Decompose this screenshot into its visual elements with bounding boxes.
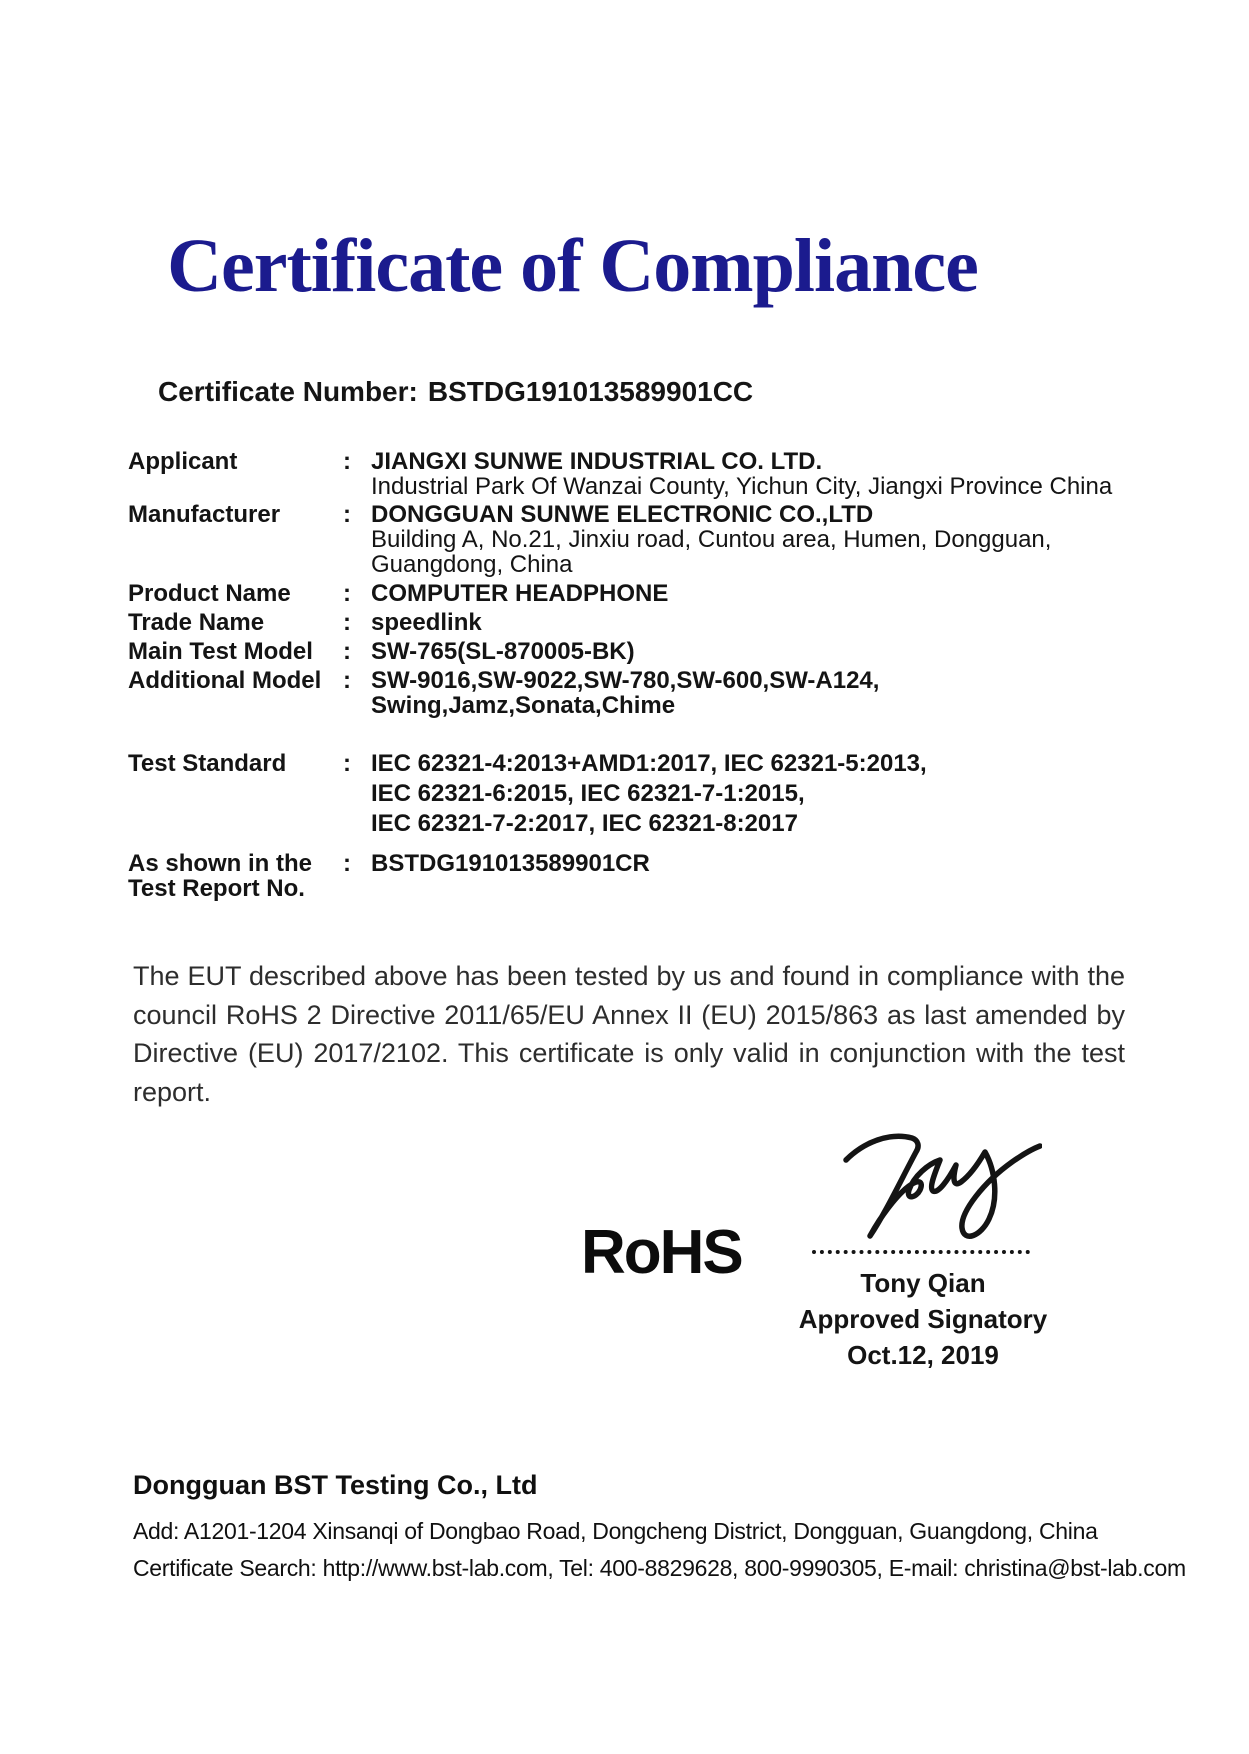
certificate-number-line (158, 376, 753, 408)
field-label: Main Test Model (128, 638, 313, 665)
field-applicant (128, 449, 1138, 499)
field-colon: : (343, 750, 351, 777)
page-title: Certificate of Compliance (167, 224, 978, 308)
signatory-date: Oct.12, 2019 (847, 1340, 999, 1370)
field-trade-name (128, 610, 1138, 635)
test-standard-line-1: IEC 62321-4:2013+AMD1:2017, IEC 62321-5:2013, (371, 750, 927, 777)
lab-address: Add: A1201-1204 Xinsanqi of Dongbao Road, Dongcheng District, Dongguan, Guangdong, China (133, 1518, 1098, 1544)
field-colon: : (343, 448, 351, 475)
test-standard-line-3: IEC 62321-7-2:2017, IEC 62321-8:2017 (371, 810, 798, 837)
lab-contact-line: Certificate Search: http://www.bst-lab.com, Tel: 400-8829628, 800-9990305, E-mail: christina@bst-lab.com (133, 1555, 1186, 1581)
field-test-standard (128, 749, 1138, 839)
field-additional-model (128, 668, 1138, 718)
signatory-name: Tony Qian (860, 1268, 986, 1298)
trade-name-value: speedlink (371, 609, 482, 636)
signature-line (812, 1228, 1030, 1254)
field-colon: : (343, 638, 351, 665)
field-product-name (128, 581, 1138, 606)
test-report-label-1: As shown in the (128, 850, 313, 877)
lab-company-name: Dongguan BST Testing Co., Ltd (133, 1470, 538, 1500)
additional-model-line-1: SW-9016,SW-9022,SW-780,SW-600,SW-A124, (371, 667, 880, 694)
test-report-label-2: Test Report No. (128, 875, 305, 902)
signatory-block (778, 1270, 1068, 1378)
field-label: Additional Model (128, 667, 322, 694)
certificate-number-label: Certificate Number: (158, 376, 418, 407)
rohs-logo: RoHS (581, 1218, 742, 1287)
manufacturer-name: DONGGUAN SUNWE ELECTRONIC CO.,LTD (371, 501, 874, 528)
field-colon: : (343, 667, 351, 694)
field-label: Manufacturer (128, 501, 281, 528)
field-label: Test Standard (128, 750, 287, 777)
main-test-model-value: SW-765(SL-870005-BK) (371, 638, 635, 665)
field-label: Trade Name (128, 609, 265, 636)
applicant-address: Industrial Park Of Wanzai County, Yichun City, Jiangxi Province China (371, 473, 1113, 500)
field-label: Product Name (128, 580, 291, 607)
manufacturer-address-2: Guangdong, China (371, 551, 573, 578)
field-colon: : (343, 580, 351, 607)
field-colon: : (343, 850, 351, 877)
compliance-statement: The EUT described above has been tested by us and found in compliance with the council RoHS 2 Directive 2011/65/EU Annex II (EU) 2015/863 as last amended by Directive (EU) 2017/2102. This certificate is only valid in conjunction with the test report. (133, 961, 1125, 1107)
test-standard-line-2: IEC 62321-6:2015, IEC 62321-7-1:2015, (371, 780, 805, 807)
field-label: Applicant (128, 448, 238, 475)
signatory-role: Approved Signatory (798, 1304, 1048, 1334)
field-colon: : (343, 501, 351, 528)
field-colon: : (343, 609, 351, 636)
applicant-name: JIANGXI SUNWE INDUSTRIAL CO. LTD. (371, 448, 823, 475)
field-manufacturer (128, 502, 1138, 577)
certificate-number-value: BSTDG191013589901CC (427, 376, 754, 407)
test-report-value: BSTDG191013589901CR (371, 850, 650, 877)
product-name-value: COMPUTER HEADPHONE (371, 580, 669, 607)
additional-model-line-2: Swing,Jamz,Sonata,Chime (371, 692, 676, 719)
manufacturer-address-1: Building A, No.21, Jinxiu road, Cuntou area, Humen, Dongguan, (371, 526, 1052, 553)
field-main-test-model (128, 639, 1138, 664)
field-test-report (128, 851, 1138, 901)
